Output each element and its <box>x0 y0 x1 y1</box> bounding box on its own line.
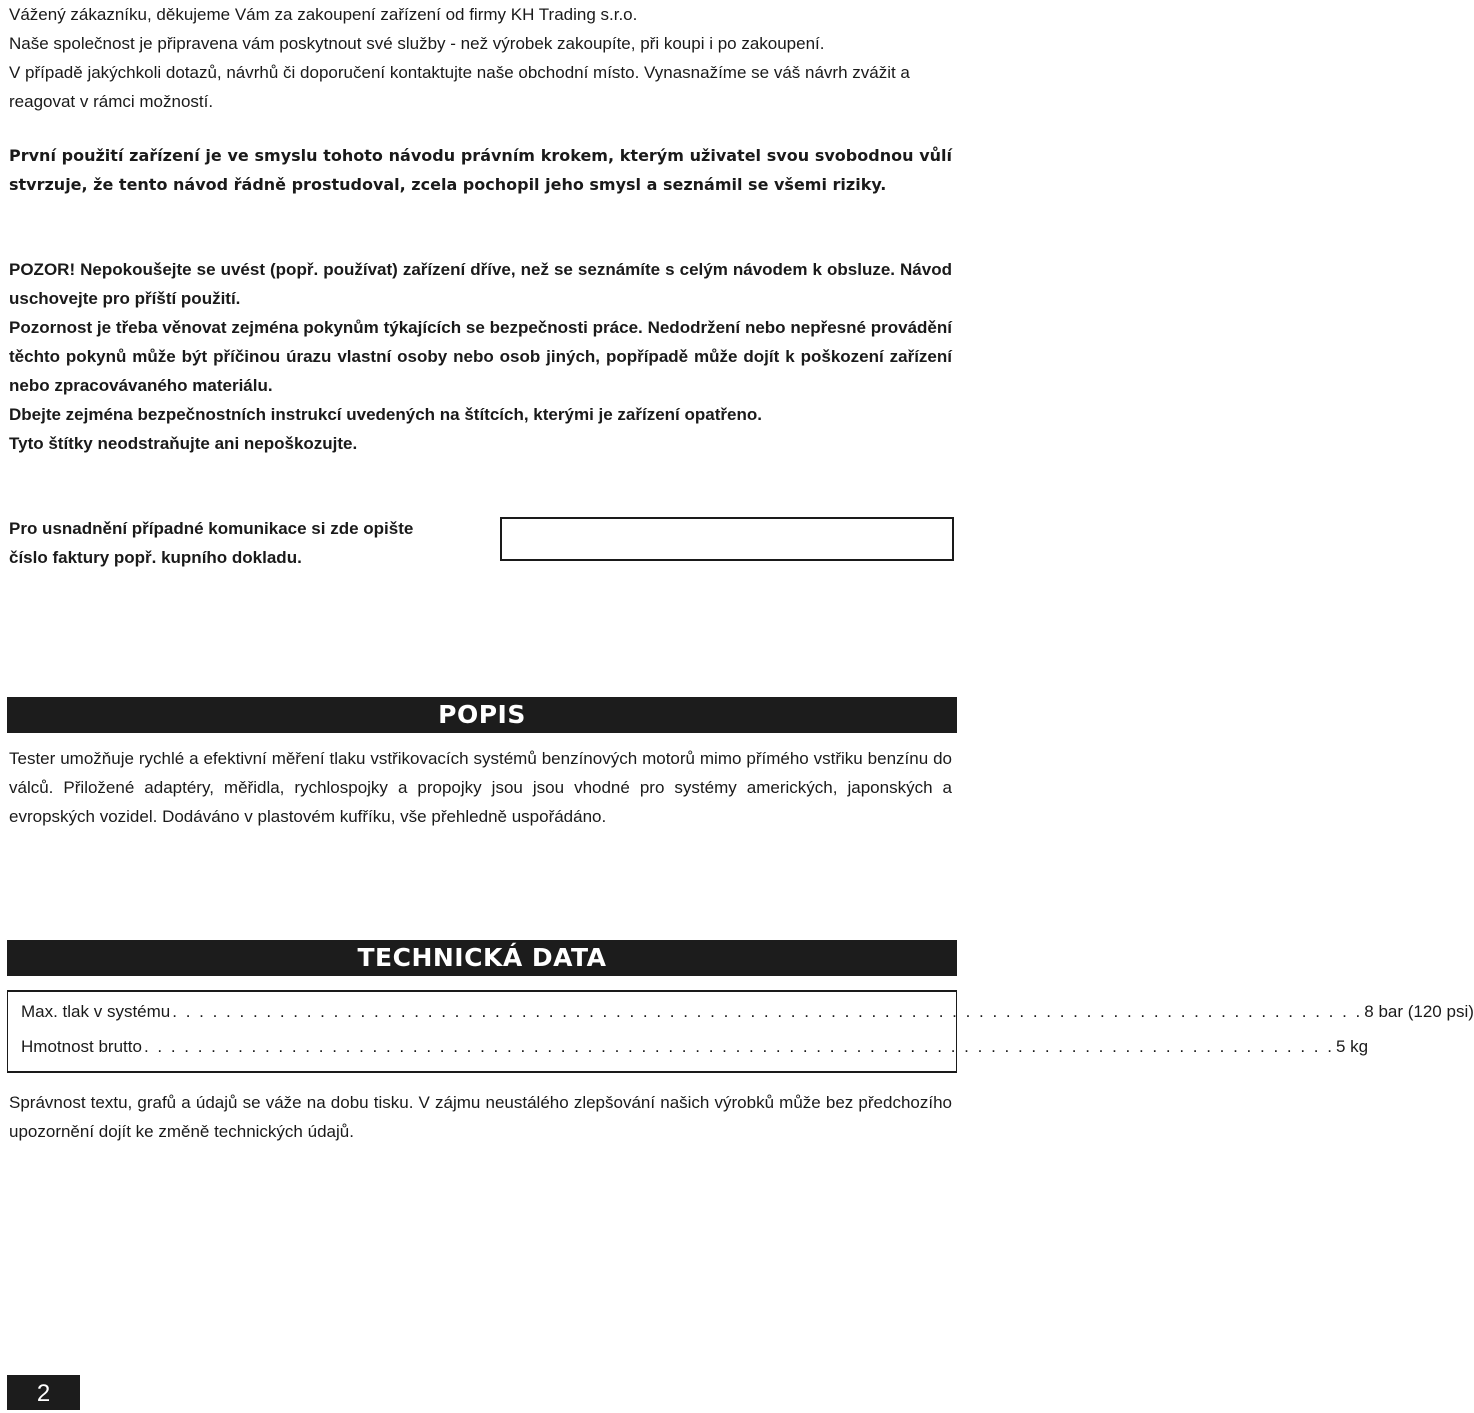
warning-do-not-remove: Tyto štítky neodstraňujte ani nepoškozujte. <box>9 434 358 453</box>
tech-row-weight <box>21 1035 1369 1059</box>
first-use-notice: První použití zařízení je ve smyslu tohoto návodu právním krokem, kterým uživatel svou svobodnou vůlí stvrzuje, že tento návod řádně prostudoval, zcela pochopil jeho smysl a seznámil se všemi riziky. <box>9 146 952 194</box>
tech-label-pressure: Max. tlak v systému <box>21 1002 171 1021</box>
warning-safety: Pozornost je třeba věnovat zejména pokynům týkajících se bezpečnosti práce. Nedodržení nebo nepřesné provádění těchto pokynů může být příčinou úrazu vlastní osoby nebo osob jiných, popřípadě může dojít k poškození zařízení nebo zpracovávaného materiálu. <box>9 318 952 395</box>
tech-value-pressure: 8 bar (120 psi) <box>1364 1002 1474 1021</box>
tech-data-table <box>7 990 1474 1073</box>
leader-dots: . . . . . . . . . . . . . . . . . . . . . . . . . . . . . . . . . . . . . . . . . . . . . . . . . . . . . . . . . . . . . . . . . . . . . . . . . . . . . . . . . . . . . . . . . <box>172 1002 1363 1021</box>
invoice-instruction-line1: Pro usnadnění případné komunikace si zde opište <box>9 519 414 538</box>
tech-value-weight: 5 kg <box>1335 1037 1369 1056</box>
warning-labels: Dbejte zejména bezpečnostních instrukcí uvedených na štítcích, kterými je zařízení opatřeno. <box>9 405 762 424</box>
warning-attention: POZOR! Nepokoušejte se uvést (popř. používat) zařízení dříve, než se seznámíte s celým návodem k obsluze. Návod uschovejte pro příští použití. <box>9 260 952 308</box>
invoice-instruction <box>9 514 489 572</box>
page-number: 2 <box>7 1375 80 1410</box>
tech-label-weight: Hmotnost brutto <box>21 1037 142 1056</box>
leader-dots: . . . . . . . . . . . . . . . . . . . . . . . . . . . . . . . . . . . . . . . . . . . . . . . . . . . . . . . . . . . . . . . . . . . . . . . . . . . . . . . . . . . . . . . . . <box>143 1037 1334 1056</box>
tech-data-heading: TECHNICKÁ DATA <box>7 940 957 976</box>
popis-description: Tester umožňuje rychlé a efektivní měření tlaku vstřikovacích systémů benzínových motorů mimo přímého vstřiku benzínu do válců. Přiložené adaptéry, měřidla, rychlospojky a propojky jsou jsou vhodné pro systémy amerických, japonských a evropských vozidel. Dodáváno v plastovém kufříku, vše přehledně uspořádáno. <box>9 749 952 826</box>
invoice-instruction-line2: číslo faktury popř. kupního dokladu. <box>9 548 302 567</box>
intro-contact: V případě jakýchkoli dotazů, návrhů či doporučení kontaktujte naše obchodní místo. Vynasnažíme se váš návrh zvážit a reagovat v rámci možností. <box>9 63 910 111</box>
intro-service: Naše společnost je připravena vám poskytnout své služby - než výrobek zakoupíte, při koupi i po zakoupení. <box>9 34 825 53</box>
invoice-number-box <box>500 517 954 561</box>
disclaimer-text: Správnost textu, grafů a údajů se váže na dobu tisku. V zájmu neustálého zlepšování našich výrobků může bez předchozího upozornění dojít ke změně technických údajů. <box>9 1093 952 1141</box>
tech-row-pressure <box>21 1000 1474 1024</box>
popis-heading: POPIS <box>7 697 957 733</box>
warning-section <box>9 255 952 458</box>
intro-greeting: Vážený zákazníku, děkujeme Vám za zakoupení zařízení od firmy KH Trading s.r.o. <box>9 5 638 24</box>
intro-paragraph <box>9 0 952 116</box>
